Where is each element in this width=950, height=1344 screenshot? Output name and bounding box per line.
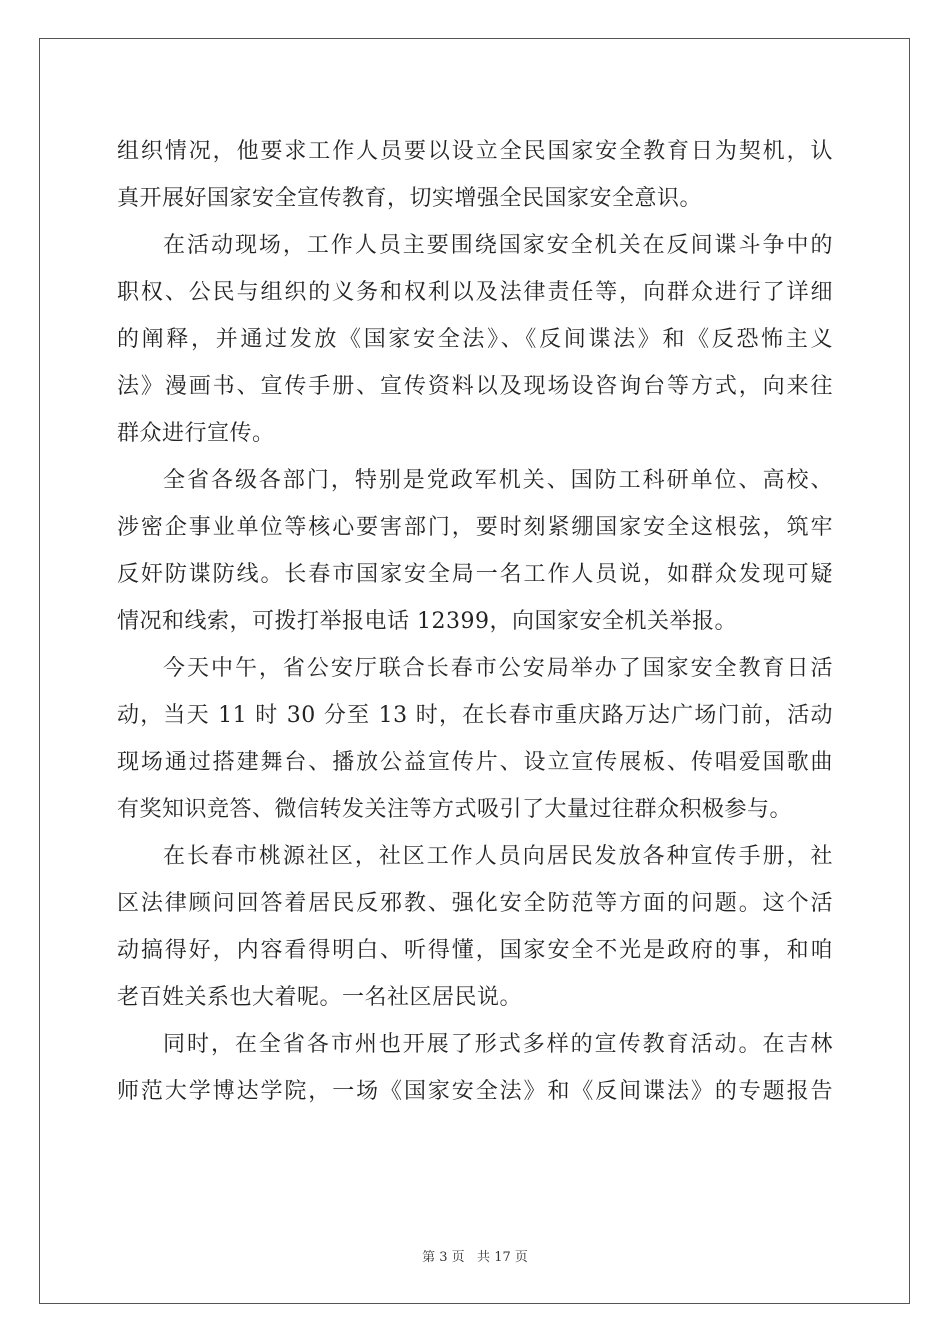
- paragraph-4-line-2: 动搞得好，内容看得明白、听得懂，国家安全不光是政府的事，和咱: [117, 938, 833, 963]
- page-number-footer: 第 3 页 共 17 页: [422, 1250, 528, 1265]
- paragraph-1-line-3: 法》漫画书、宣传手册、宣传资料以及现场设咨询台等方式，向来往: [117, 374, 833, 399]
- paragraph-5-line-1: 师范大学博达学院，一场《国家安全法》和《反间谍法》的专题报告: [117, 1079, 833, 1104]
- paragraph-4-line-1: 区法律顾问回答着居民反邪教、强化安全防范等方面的问题。这个活: [117, 891, 833, 916]
- paragraph-3-line-1: 动，当天 11 时 30 分至 13 时，在长春市重庆路万达广场门前，活动: [117, 703, 833, 728]
- paragraph-2-line-2: 反奸防谍防线。长春市国家安全局一名工作人员说，如群众发现可疑: [117, 562, 833, 587]
- paragraph-3-line-3: 有奖知识竞答、微信转发关注等方式吸引了大量过往群众积极参与。: [117, 797, 793, 822]
- paragraph-2-line-3: 情况和线索，可拨打举报电话 12399，向国家安全机关举报。: [117, 609, 737, 634]
- paragraph-4-line-3: 老百姓关系也大着呢。一名社区居民说。: [117, 985, 523, 1010]
- paragraph-5-line-0: 同时，在全省各市州也开展了形式多样的宣传教育活动。在吉林: [163, 1032, 833, 1057]
- document-body: [117, 128, 833, 1115]
- paragraph-3-line-0: 今天中午，省公安厅联合长春市公安局举办了国家安全教育日活: [163, 656, 833, 681]
- paragraph-1-line-0: 在活动现场，工作人员主要围绕国家安全机关在反间谍斗争中的: [163, 233, 833, 258]
- paragraph-2-line-0: 全省各级各部门，特别是党政军机关、国防工科研单位、高校、: [163, 468, 833, 493]
- paragraph-4-line-0: 在长春市桃源社区，社区工作人员向居民发放各种宣传手册，社: [163, 844, 833, 869]
- paragraph-2-line-1: 涉密企事业单位等核心要害部门，要时刻紧绷国家安全这根弦，筑牢: [117, 515, 833, 540]
- paragraph-1-line-4: 群众进行宣传。: [117, 421, 275, 446]
- paragraph-3-line-2: 现场通过搭建舞台、播放公益宣传片、设立宣传展板、传唱爱国歌曲: [117, 750, 833, 775]
- paragraph-0-line-1: 真开展好国家安全宣传教育，切实增强全民国家安全意识。: [117, 186, 703, 211]
- paragraph-1-line-1: 职权、公民与组织的义务和权利以及法律责任等，向群众进行了详细: [117, 280, 833, 305]
- paragraph-0-line-0: 组织情况，他要求工作人员要以设立全民国家安全教育日为契机，认: [117, 139, 833, 164]
- paragraph-1-line-2: 的阐释，并通过发放《国家安全法》、《反间谍法》和《反恐怖主义: [117, 327, 833, 352]
